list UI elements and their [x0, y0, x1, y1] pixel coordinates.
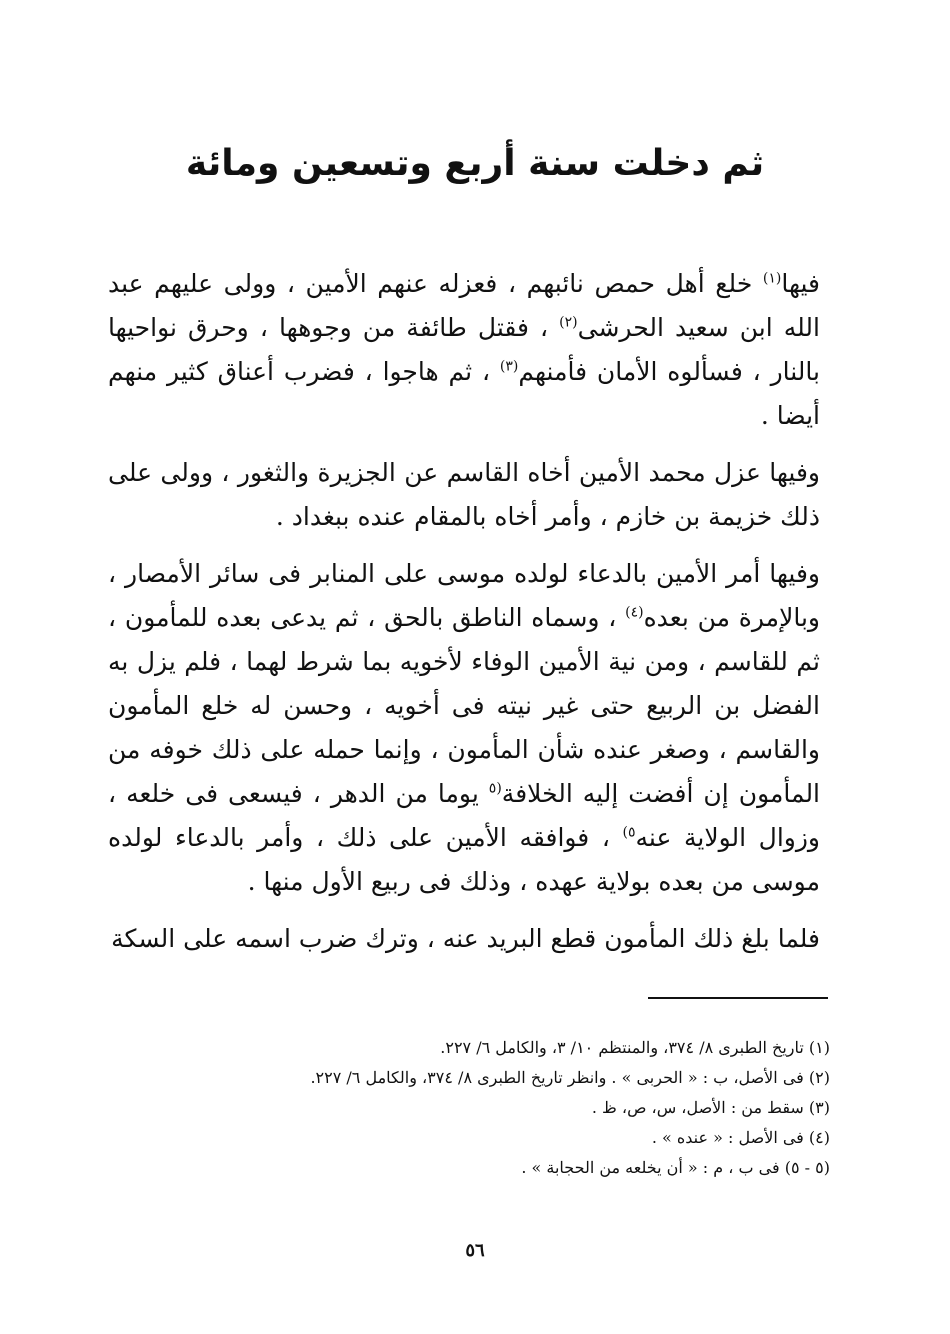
- paragraph-1-part-a: فيها: [781, 269, 820, 298]
- footnote-ref-3: (٣): [499, 358, 519, 375]
- footnote-ref-2: (٢): [559, 314, 578, 331]
- paragraph-1-part-b: خلع أهل حمص نائبهم ، فعزله عنهم الأمين ، وولى عليهم عبد الله ابن سعيد الحرشى: [108, 269, 820, 342]
- main-text: [108, 262, 820, 974]
- paragraph-1-part-c: ، فقتل طائفة من وجوهها ، وحرق نواحيها بالنار ، فسألوه الأمان فأمنهم: [108, 313, 820, 386]
- footnote-3: (٣) سقط من : الأصل، س، ص، ظ .: [591, 1098, 830, 1117]
- footnote-4: (٤) فى الأصل : « عنده » .: [651, 1128, 830, 1147]
- paragraph-3-part-d: ، فوافقه الأمين على ذلك ، وأمر بالدعاء لولده موسى من بعده بولاية عهده ، وذلك فى ربيع الأول منها .: [108, 823, 820, 896]
- chapter-title: ثم دخلت سنة أربع وتسعين ومائة: [185, 143, 765, 184]
- paragraph-1-part-d: ، ثم هاجوا ، فضرب أعناق كثير منهم أيضا .: [108, 357, 820, 430]
- paragraph-3: [108, 552, 820, 904]
- footnote-ref-5-start: (٥: [488, 780, 502, 797]
- paragraph-3-part-a: وفيها أمر الأمين بالدعاء لولده موسى على المنابر فى سائر الأمصار ، وبالإمرة من بعده: [108, 559, 820, 632]
- footnote-ref-1: (١): [762, 270, 782, 287]
- footnote-ref-4: (٤): [625, 604, 644, 621]
- footnote-2: (٢) فى الأصل، ب : « الحربى » . وانظر تاريخ الطبرى ٨/ ٣٧٤، والكامل ٦/ ٢٢٧.: [310, 1068, 830, 1087]
- footnote-separator: [648, 997, 828, 999]
- footnotes: [150, 1033, 830, 1183]
- paragraph-3-part-c: يوما من الدهر ، فيسعى فى خلعه ، وزوال الولاية عنه: [108, 779, 820, 852]
- footnote-1: (١) تاريخ الطبرى ٨/ ٣٧٤، والمنتظم ١٠/ ٣، والكامل ٦/ ٢٢٧.: [440, 1038, 830, 1057]
- paragraph-2: وفيها عزل محمد الأمين أخاه القاسم عن الجزيرة والثغور ، وولى على ذلك خزيمة بن خازم ، وأمر أخاه بالمقام عنده ببغداد .: [108, 458, 820, 531]
- page-number: ٥٦: [465, 1240, 485, 1261]
- footnote-5: (٥ - ٥) فى ب ، م : « أن يخلعه من الحجابة » .: [521, 1158, 830, 1177]
- paragraph-1: [108, 262, 820, 438]
- paragraph-3-part-b: ، وسماه الناطق بالحق ، ثم يدعى بعده للمأمون ، ثم للقاسم ، ومن نية الأمين الوفاء لأخويه بما شرط لهما ، فلم يزل به الفضل بن الربيع حتى غير نيته فى أخويه ، وحسن له خلع المأمون والقاسم ، وصغر عنده شأن المأمون ، وإنما حمله على ذلك خوفه من المأمون إن أفضت إليه الخلافة: [108, 603, 821, 808]
- paragraph-4: فلما بلغ ذلك المأمون قطع البريد عنه ، وترك ضرب اسمه على السكة: [111, 924, 820, 953]
- footnote-ref-5-end: ٥): [622, 824, 636, 841]
